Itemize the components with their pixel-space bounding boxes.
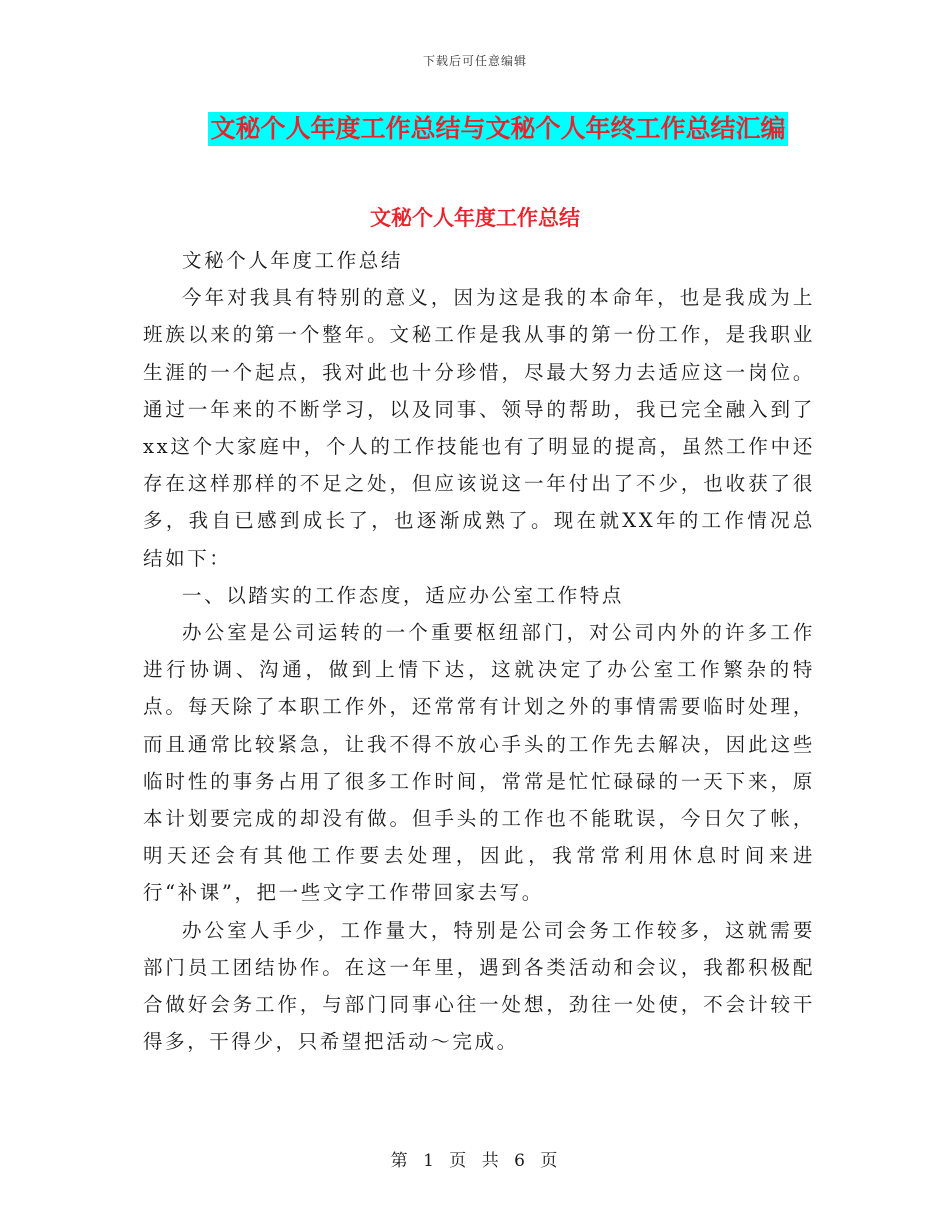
paragraph-heading: 一、以踏实的工作态度，适应办公室工作特点 <box>182 583 625 607</box>
paragraph: 办公室是公司运转的一个重要枢纽部门，对公司内外的许多工作进行协调、沟通，做到上情下达，这就决定了办公室工作繁杂的特点。每天除了本职工作外，还常常有计划之外的事情需要临时处理，而且通常比较紧急，让我不得不放心手头的工作先去解决，因此这些临时性的事务占用了很多工作时间，常常是忙忙碌碌的一天下来，原本计划要完成的却没有做。但手头的工作也不能耽误，今日欠了帐，明天还会有其他工作要去处理，因此，我常常利用休息时间来进行“补课”，把一些文字工作带回家去写。 <box>143 621 815 905</box>
paragraph: 办公室人手少，工作量大，特别是公司会务工作较多，这就需要部门员工团结协作。在这一年里，遇到各类活动和会议，我都积极配合做好会务工作，与部门同事心往一处想，劲往一处使，不会计较干得多，干得少，只希望把活动～完成。 <box>143 918 815 1054</box>
paragraph: 今年对我具有特别的意义，因为这是我的本命年，也是我成为上班族以来的第一个整年。文秘工作是我从事的第一份工作，是我职业生涯的一个起点，我对此也十分珍惜，尽最大努力去适应这一岗位。通过一年来的不断学习，以及同事、领导的帮助，我已完全融入到了xx这个大家庭中，个人的工作技能也有了明显的提高，虽然工作中还存在这样那样的不足之处，但应该说这一年付出了不少，也收获了很多，我自已感到成长了，也逐渐成熟了。现在就XX年的工作情况总结如下： <box>143 286 815 570</box>
section-title: 文秘个人年度工作总结 <box>370 205 580 230</box>
paragraph-subtitle: 文秘个人年度工作总结 <box>182 249 404 272</box>
page-header-note: 下载后可任意编辑 <box>422 54 527 68</box>
document-body <box>143 242 815 1060</box>
page-number-footer: 第 1 页 共 6 页 <box>390 1151 560 1171</box>
document-title-wrapper <box>0 112 950 146</box>
document-title: 文秘个人年度工作总结与文秘个人年终工作总结汇编 <box>208 112 787 146</box>
